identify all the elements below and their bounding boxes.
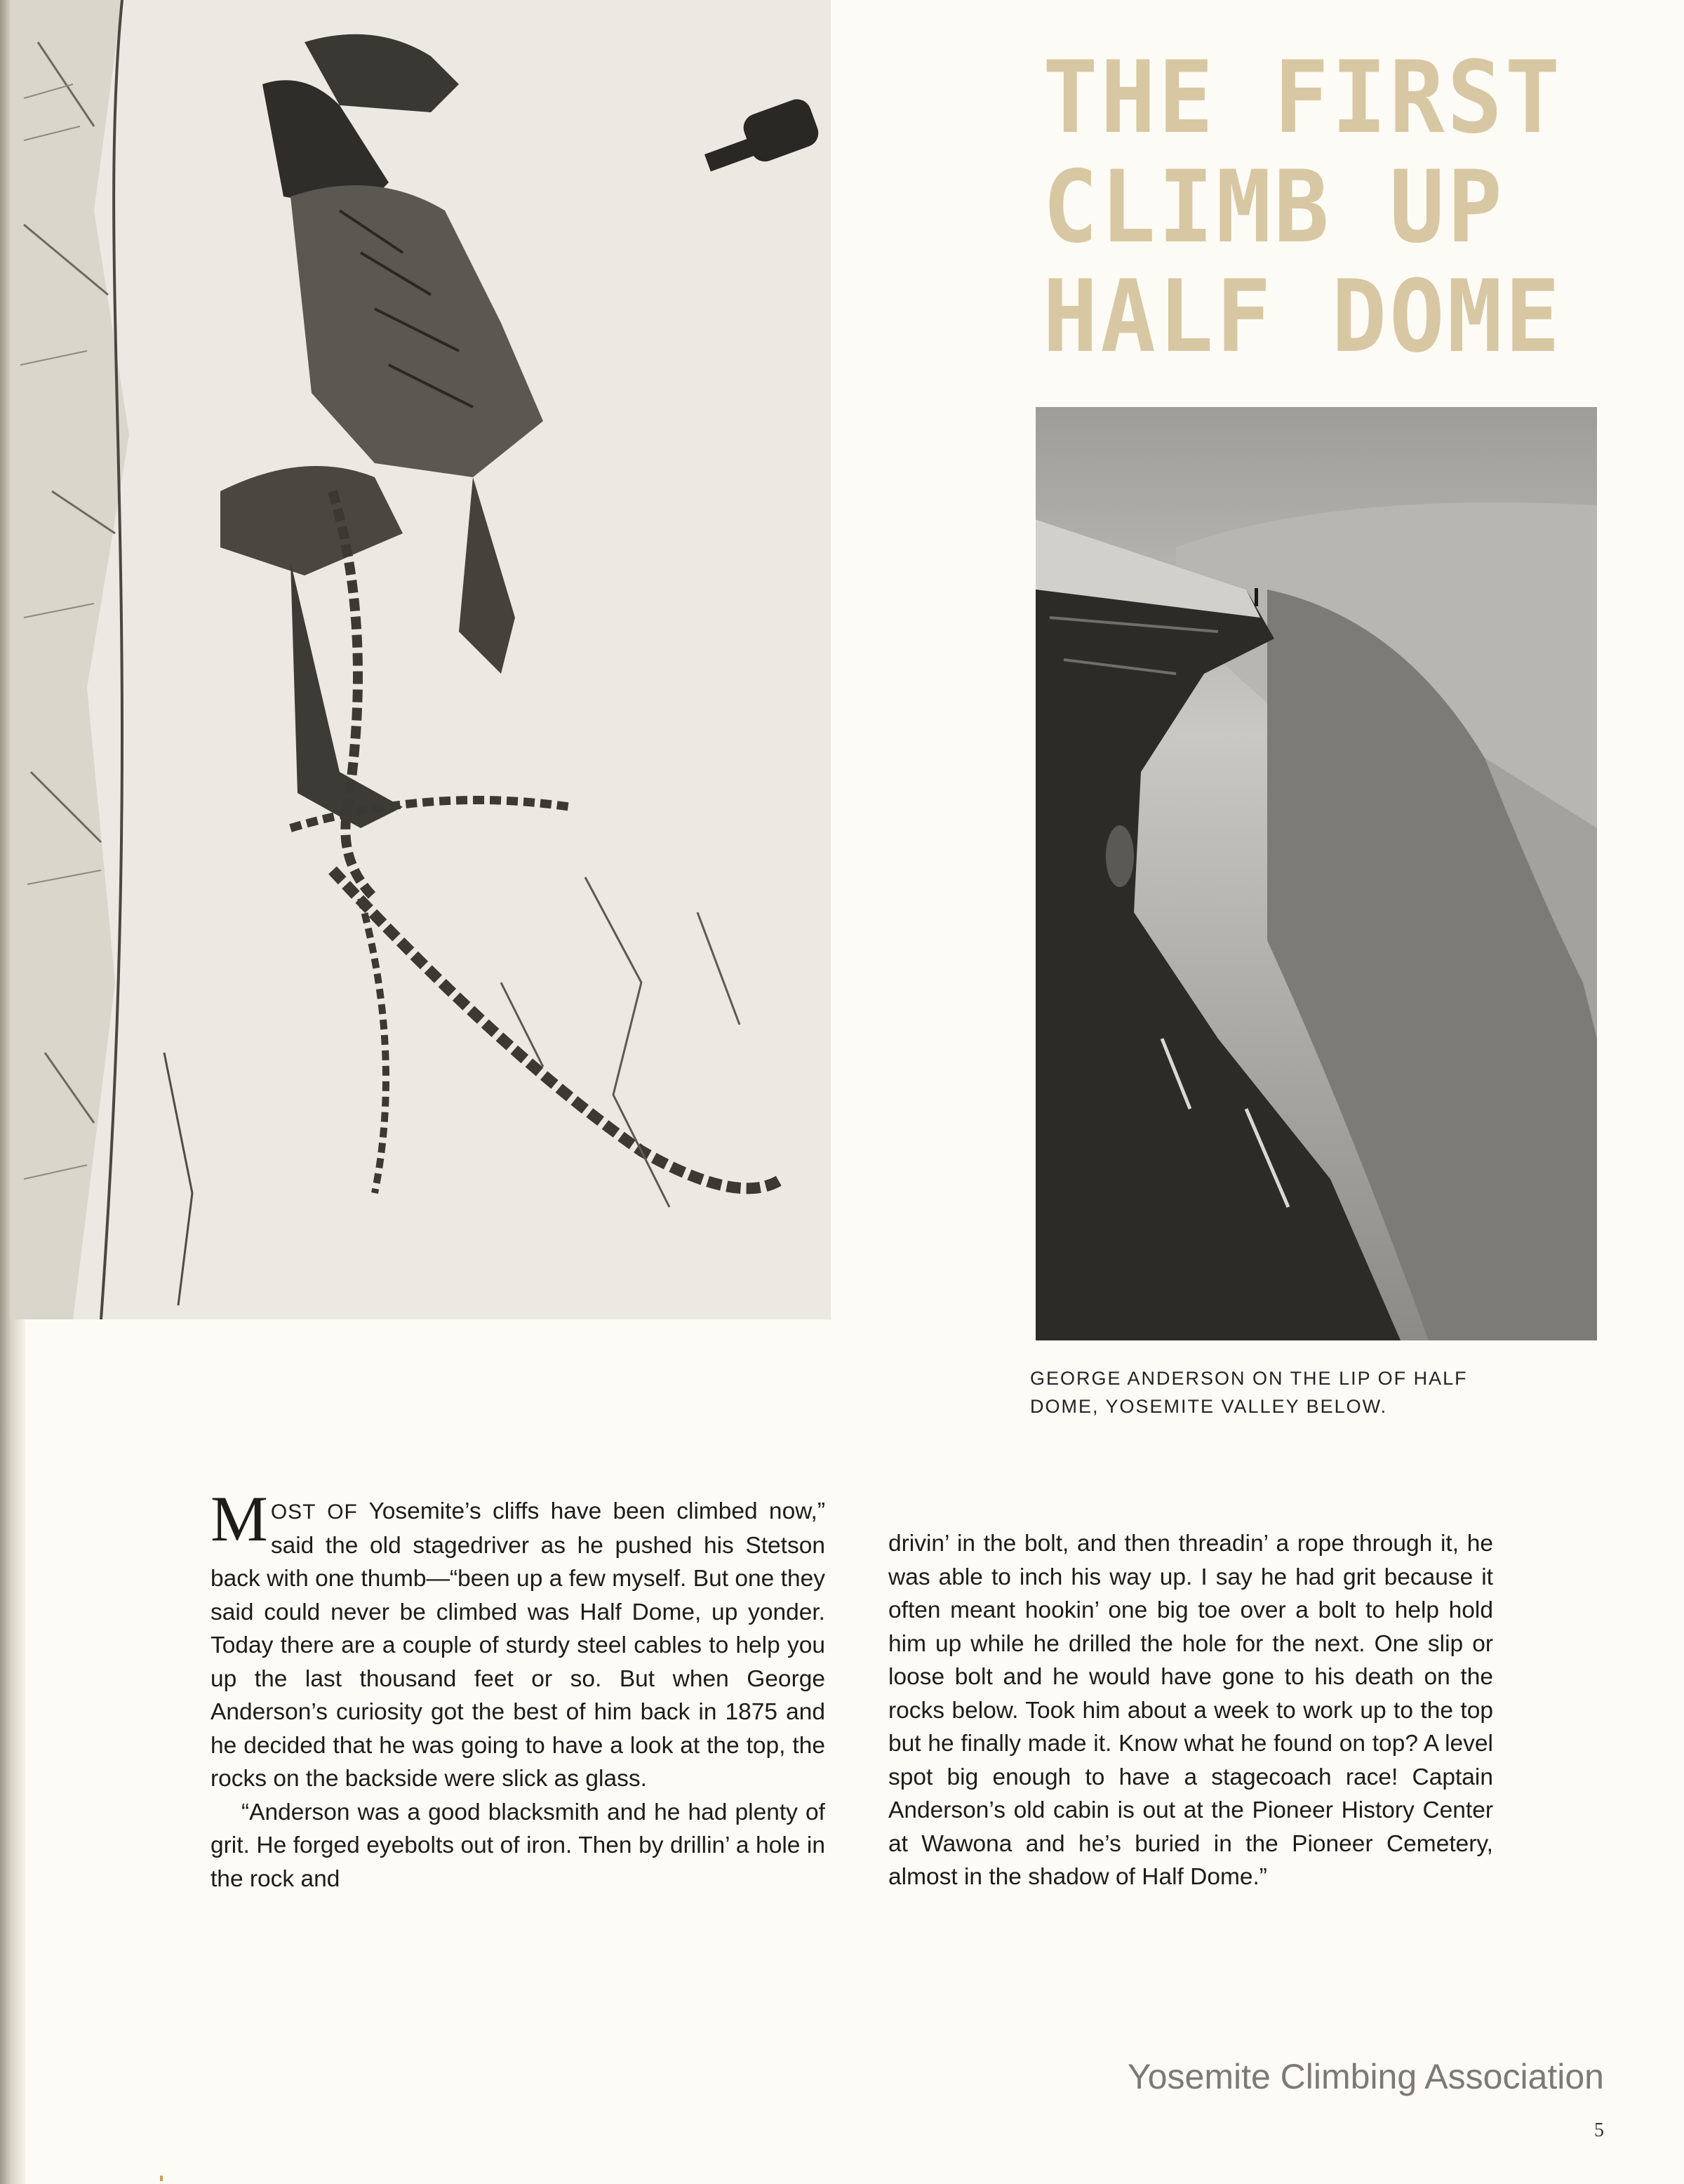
article-paragraph-3: drivin’ in the bolt, and then threadin’ a rope through it, he was able to inch his way up. I say he had grit because it often meant hookin’ one big toe over a bolt to help hold him up while he drilled the hole for the next. One slip or loose bolt and he would have gone to his death on the rocks below. Took him about a week to work up to the top but he finally made it. Know what he found on top? A level spot big enough to have a stagecoach race! Captain Anderson’s old cabin is out at the Pioneer History Center at Wawona and he’s buried in the Pioneer Cemetery, almost in the shadow of Half Dome.” (888, 1531, 1493, 1890)
title-line-3: HALF DOME (1043, 259, 1563, 375)
photo-caption (1030, 1364, 1542, 1420)
half-dome-photo-svg (1036, 407, 1597, 1340)
drop-cap: M (210, 1483, 268, 1554)
article-paragraph-1 (210, 1483, 826, 1796)
climber-engraving-illustration (10, 0, 831, 1319)
caption-line-2: DOME, YOSEMITE VALLEY BELOW. (1030, 1396, 1388, 1417)
article-column-right (888, 1527, 1493, 1894)
climber-engraving-svg (10, 0, 831, 1319)
page-number: 5 (1594, 2119, 1604, 2141)
title-line-1: THE FIRST (1043, 40, 1563, 156)
article-paragraph-2: “Anderson was a good blacksmith and he had plenty of grit. He forged eyebolts out of iron. Then by drillin’ a hole in the rock and (210, 1799, 825, 1892)
lead-small-caps: OST OF (270, 1500, 358, 1524)
title-line-2: CLIMB UP (1043, 149, 1505, 265)
caption-line-1: GEORGE ANDERSON ON THE LIP OF HALF (1030, 1368, 1468, 1389)
half-dome-photograph (1036, 407, 1597, 1340)
watermark-yosemite-climbing-association: Yosemite Climbing Association (1127, 2057, 1604, 2096)
paper-fleck (160, 2176, 163, 2181)
article-title (1043, 40, 1563, 375)
article-column-left (210, 1483, 826, 1896)
paragraph-1-body: Yosemite’s cliffs have been climbed now,” said the old stagedriver as he pushed his Stetson back with one thumb—“been up a few myself. But one they said could never be climbed was Half Dome, up yonder. Today there are a couple of sturdy steel cables to help you up the last thousand feet or so. But when George Anderson’s curiosity got the best of him back in 1875 and he decided that he was going to have a look at the top, the rocks on the backside were slick as glass. (210, 1498, 826, 1792)
